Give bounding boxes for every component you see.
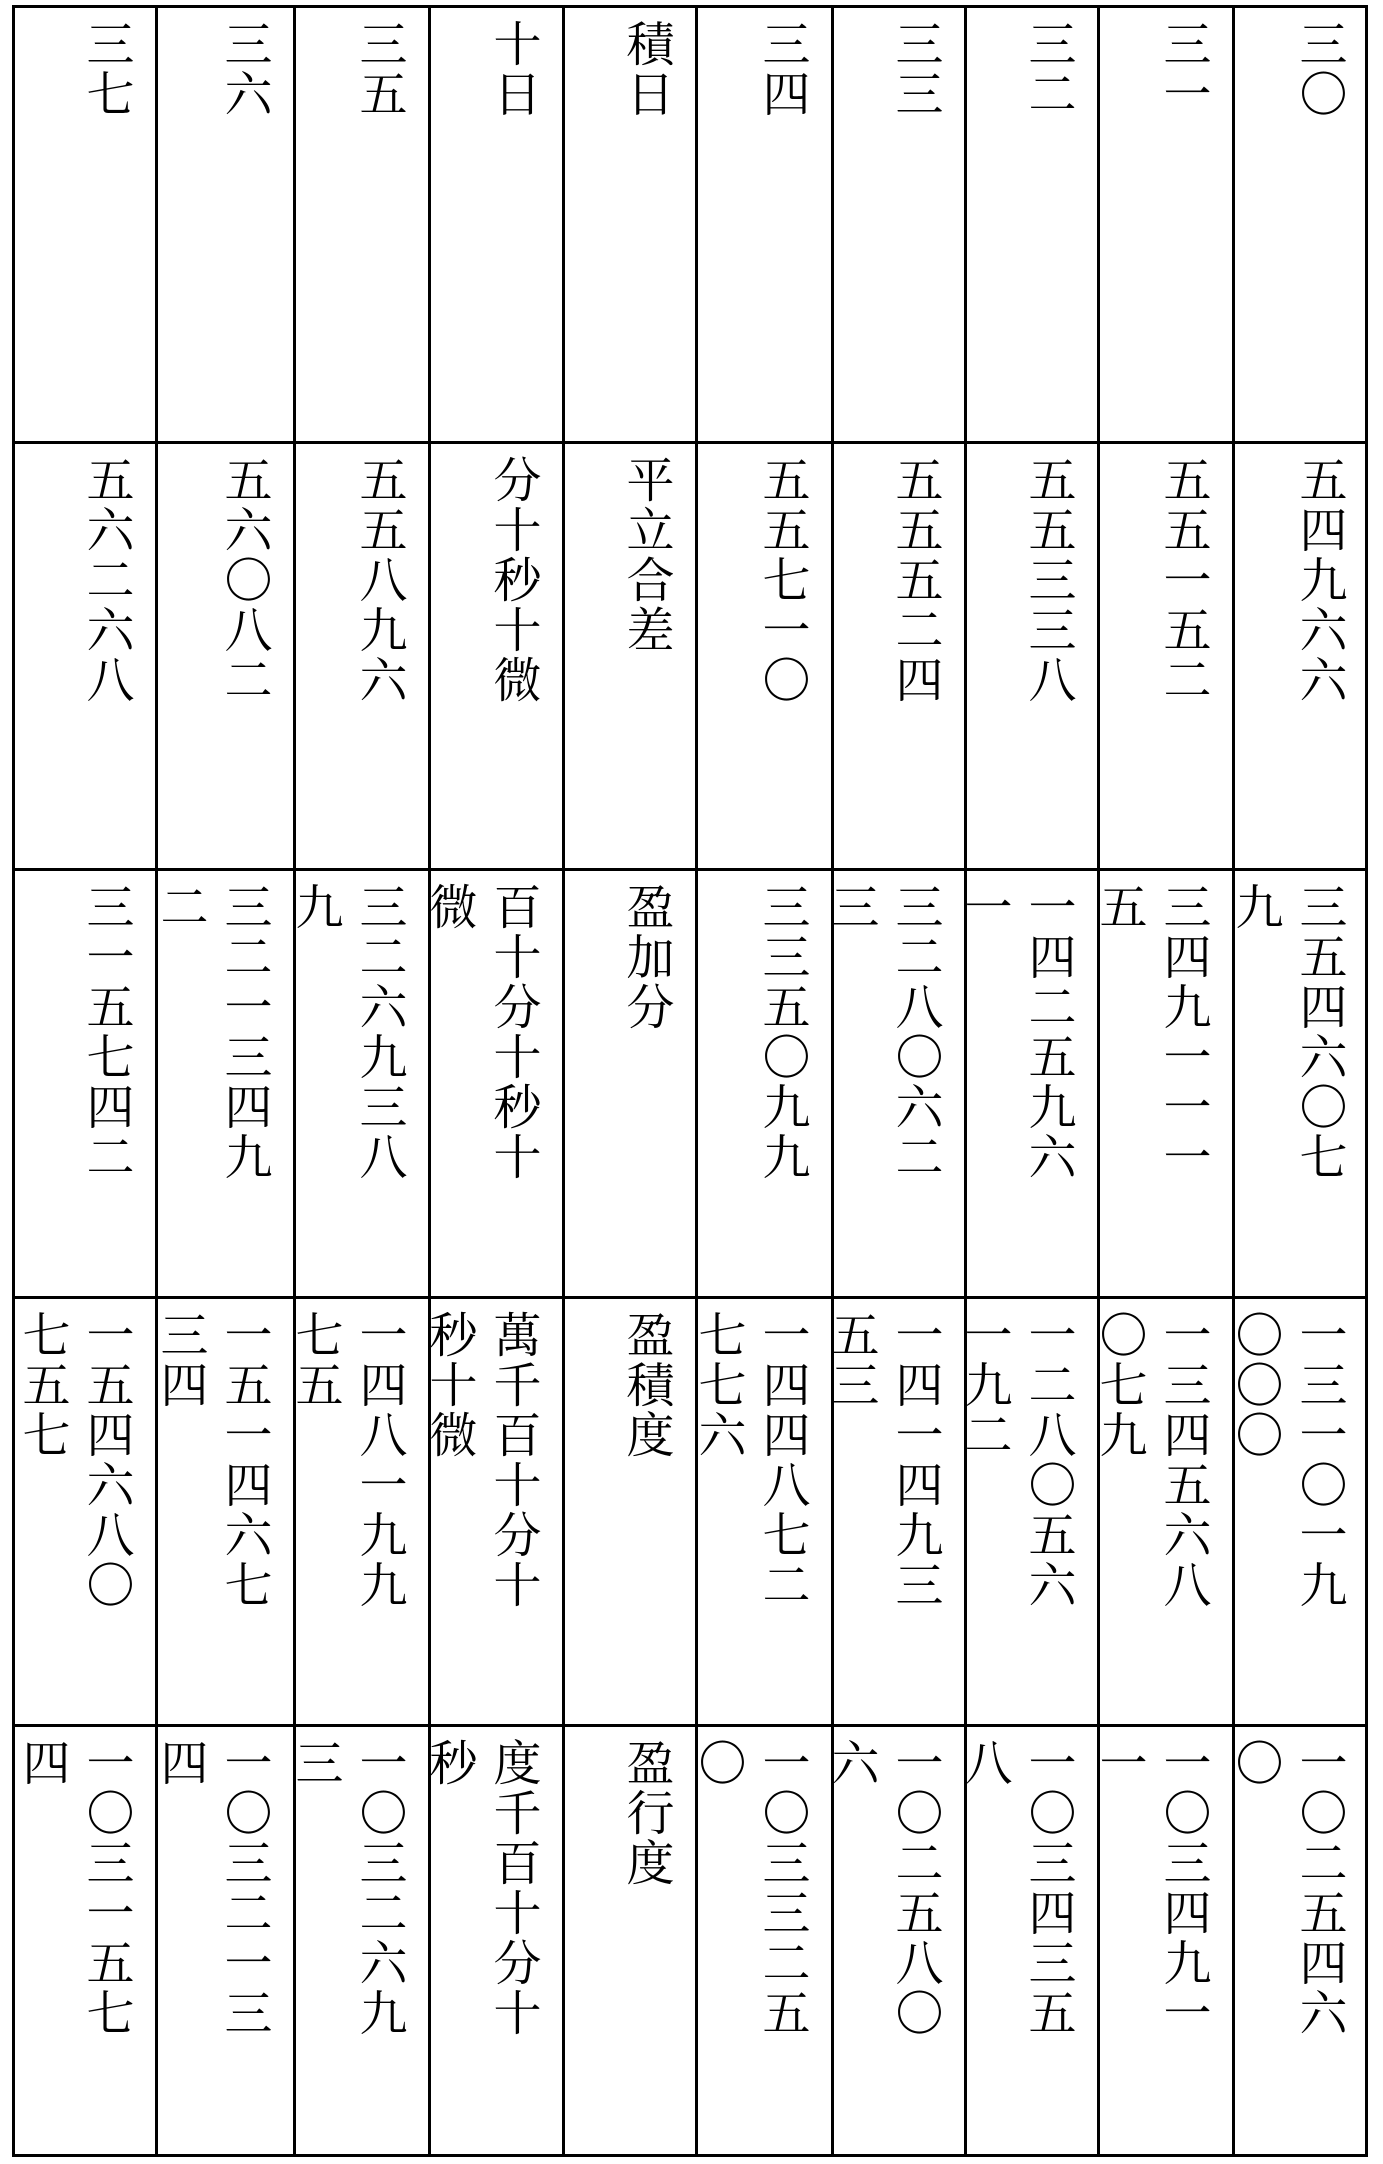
cell-main-text: 一〇三四三五 [1020,1738,1076,2038]
cell-main-text: 一〇三二六九 [351,1738,407,2038]
cell-main-text: 三二一三四九 [216,882,272,1182]
table-cell [837,455,958,862]
table-cell [161,455,287,862]
cell-sub-text: 三 [823,882,879,932]
grid-column-line [428,5,431,2157]
cell-main-text: 一〇三一五七 [78,1738,134,2038]
table-cell [1091,882,1226,1290]
cell-sub-text: 九 [287,882,343,932]
table-cell [970,455,1091,862]
table-cell [421,1310,556,1718]
table-cell [1103,455,1226,862]
cell-main-text: 一〇三三二五 [754,1738,810,2038]
grid-column-line [1232,5,1235,2157]
table-cell [970,19,1091,435]
cell-sub-text: 七五 [287,1310,343,1410]
cell-sub-text: 一 [1091,1738,1147,1788]
table-cell [823,1738,958,2151]
grid-column-line [562,5,565,2157]
cell-sub-text: 三 [287,1738,343,1788]
cell-sub-text: 三四 [152,1310,208,1410]
table-cell [152,1738,287,2151]
cell-main-text: 平立合差 [618,455,674,655]
table-cell [701,19,825,435]
grid-row-line [12,441,1368,444]
table-cell [956,882,1091,1290]
cell-main-text: 一四一四九三 [887,1310,943,1610]
cell-main-text: 十日 [485,19,541,119]
cell-main-text: 一四四八七二 [754,1310,810,1610]
table-cell [823,882,958,1290]
cell-sub-text: 〇 [690,1738,746,1788]
cell-main-text: 一〇二五四六 [1291,1738,1347,2038]
cell-sub-text: 四 [152,1738,208,1788]
grid-column-line [12,5,15,2157]
cell-main-text: 五五八九六 [351,455,407,705]
cell-main-text: 一五四六八〇 [78,1310,134,1610]
cell-main-text: 一〇二五八〇 [887,1738,943,2038]
table-cell [152,882,287,1290]
cell-main-text: 五五七一〇 [754,455,810,705]
cell-main-text: 三六 [216,19,272,119]
cell-main-text: 三四 [754,19,810,119]
grid-column-line [964,5,967,2157]
cell-main-text: 一四二五九六 [1020,882,1076,1182]
cell-main-text: 三三 [887,19,943,119]
table-cell [287,882,422,1290]
table-cell [568,1310,689,1718]
table-cell [299,455,422,862]
grid-column-line [695,5,698,2157]
table-cell [434,19,556,435]
cell-main-text: 五六二六八 [78,455,134,705]
cell-main-text: 三二八〇六二 [887,882,943,1182]
cell-main-text: 一二八〇五六 [1020,1310,1076,1610]
cell-main-text: 積日 [618,19,674,119]
cell-main-text: 三一五七四二 [78,882,134,1182]
table-cell [823,1310,958,1718]
table-cell [701,882,825,1290]
calendar-table [12,5,1368,2157]
cell-main-text: 五六〇八二 [216,455,272,705]
table-cell [18,455,149,862]
table-cell [568,455,689,862]
table-cell [1227,1738,1362,2151]
table-cell [299,19,422,435]
table-cell [690,1310,825,1718]
cell-main-text: 三五 [351,19,407,119]
grid-column-line [155,5,158,2157]
table-cell [14,1738,149,2151]
grid-column-line [831,5,834,2157]
cell-main-text: 一〇三四九一 [1155,1738,1211,2038]
cell-main-text: 一〇三二一三 [216,1738,272,2038]
table-cell [837,19,958,435]
cell-main-text: 五五五二四 [887,455,943,705]
table-cell [18,882,149,1290]
cell-sub-text: 一 [956,882,1012,932]
cell-main-text: 一三四五六八 [1155,1310,1211,1610]
grid-column-line [1365,5,1368,2157]
cell-main-text: 五四九六六 [1291,455,1347,705]
cell-sub-text: 秒 [421,1738,477,1788]
cell-sub-text: 七七六 [690,1310,746,1460]
cell-main-text: 三〇 [1291,19,1347,119]
cell-sub-text: 七五七 [14,1310,70,1460]
table-cell [1103,19,1226,435]
grid-row-line [12,2154,1368,2157]
cell-main-text: 三七 [78,19,134,119]
cell-main-text: 五五三三八 [1020,455,1076,705]
grid-row-line [12,1296,1368,1299]
table-cell [956,1310,1091,1718]
cell-sub-text: 二 [152,882,208,932]
cell-sub-text: 九 [1227,882,1283,932]
cell-sub-text: 〇七九 [1091,1310,1147,1460]
table-cell [701,455,825,862]
table-cell [161,19,287,435]
cell-main-text: 盈積度 [618,1310,674,1460]
table-cell [1091,1310,1226,1718]
table-cell [1227,882,1362,1290]
cell-main-text: 盈加分 [618,882,674,1032]
cell-main-text: 三二 [1020,19,1076,119]
table-cell [956,1738,1091,2151]
cell-sub-text: 四 [14,1738,70,1788]
cell-main-text: 度千百十分十 [485,1738,541,2038]
cell-main-text: 三一 [1155,19,1211,119]
table-cell [1227,1310,1362,1718]
cell-main-text: 五五一五二 [1155,455,1211,705]
table-cell [568,19,689,435]
table-cell [434,455,556,862]
table-cell [421,882,556,1290]
grid-row-line [12,5,1368,8]
table-cell [568,882,689,1290]
table-cell [14,1310,149,1718]
cell-main-text: 百十分十秒十 [485,882,541,1182]
cell-sub-text: 五三 [823,1310,879,1410]
table-cell [568,1738,689,2151]
table-cell [1238,19,1362,435]
table-cell [152,1310,287,1718]
cell-sub-text: 一九二 [956,1310,1012,1460]
cell-sub-text: 〇 [1227,1738,1283,1788]
cell-main-text: 三三五〇九九 [754,882,810,1182]
table-cell [18,19,149,435]
table-cell [1091,1738,1226,2151]
cell-main-text: 一四八一九九 [351,1310,407,1610]
cell-sub-text: 秒十微 [421,1310,477,1460]
table-cell [1238,455,1362,862]
grid-column-line [293,5,296,2157]
cell-main-text: 三五四六〇七 [1291,882,1347,1182]
grid-column-line [1097,5,1100,2157]
cell-main-text: 萬千百十分十 [485,1310,541,1610]
table-cell [287,1738,422,2151]
cell-main-text: 盈行度 [618,1738,674,1888]
table-cell [690,1738,825,2151]
cell-sub-text: 〇〇〇 [1227,1310,1283,1460]
cell-sub-text: 八 [956,1738,1012,1788]
cell-main-text: 一三一〇一九 [1291,1310,1347,1610]
grid-row-line [12,1724,1368,1727]
grid-row-line [12,868,1368,871]
cell-sub-text: 微 [421,882,477,932]
table-cell [287,1310,422,1718]
cell-sub-text: 五 [1091,882,1147,932]
cell-main-text: 分十秒十微 [485,455,541,705]
table-cell [421,1738,556,2151]
cell-main-text: 三二六九三八 [351,882,407,1182]
cell-sub-text: 六 [823,1738,879,1788]
cell-main-text: 三四九一一一 [1155,882,1211,1182]
cell-main-text: 一五一四六七 [216,1310,272,1610]
